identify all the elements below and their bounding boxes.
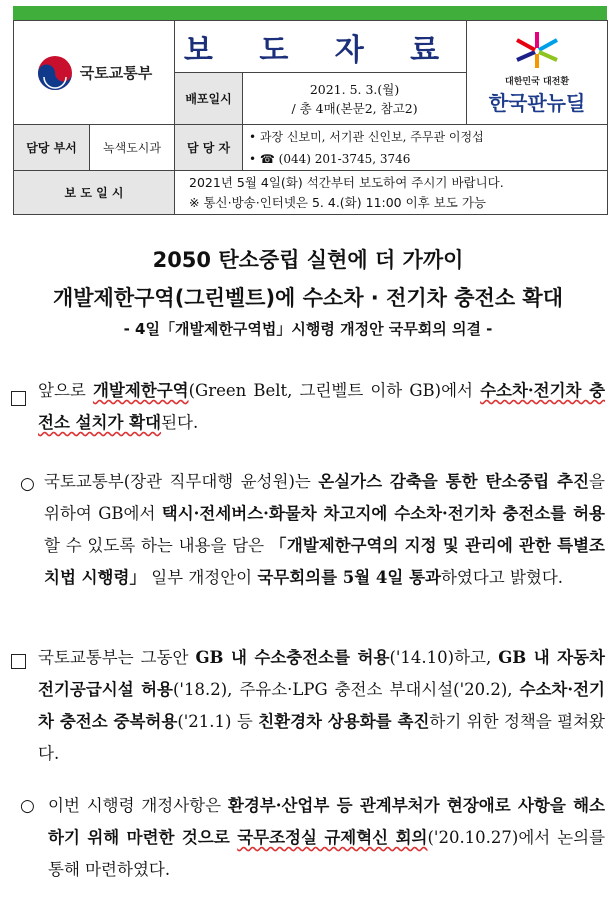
- p3-text-g: ('21.1) 등: [177, 712, 259, 731]
- p3-text-c: ('14.10)하고,: [389, 648, 499, 667]
- distribution-date: 2021. 5. 3.(월): [309, 81, 400, 97]
- new-deal-star-icon: [513, 30, 561, 70]
- press-release-title: 보 도 자 료: [175, 21, 467, 73]
- p2-text-d: 택시·전세버스·화물차 차고지에 수소차·전기차 충전소를 허용: [161, 504, 605, 523]
- p2-text-g: 일부 개정안이: [145, 568, 258, 587]
- p1-text-e: 된다.: [161, 413, 199, 432]
- p3-text-a: 국토교통부는 그동안: [38, 648, 196, 667]
- circle-bullet-icon: ○: [20, 796, 35, 816]
- p2-text-a: 국토교통부(장관 직무대행 윤성원)는: [44, 472, 319, 491]
- press-release-header-table: [13, 20, 608, 215]
- ministry-logo-text: 국토교통부: [79, 64, 153, 82]
- p1-text-a: 앞으로: [38, 381, 93, 400]
- p3-text-i: 하기 위한 정책을 펼쳐왔다.: [38, 712, 605, 763]
- top-green-bar: [13, 6, 607, 20]
- staff-label: 담 당 자: [175, 125, 243, 171]
- p3-text-e: ('18.2), 주유소·LPG 충전소 부대시설('20.2),: [172, 680, 520, 699]
- square-bullet-icon: [11, 391, 26, 410]
- release-label: 보 도 일 시: [14, 171, 175, 215]
- new-deal-subtitle: 대한민국 대전환: [505, 76, 570, 87]
- p1-text-b: 개발제한구역: [92, 381, 189, 400]
- p3-text-h: 친환경차 상용화를 촉진: [258, 712, 430, 731]
- headline-line-2: 개발제한구역(그린벨트)에 수소차 · 전기차 충전소 확대: [52, 286, 564, 310]
- korean-new-deal-logo: [467, 21, 608, 125]
- p4-text-d: ('20.10.27)에서 논의를 통해 마련하였다.: [48, 828, 606, 879]
- headline-line-1: 2050 탄소중립 실현에 더 가까이: [152, 248, 464, 272]
- p4-text-a: 이번 시행령 개정사항은: [48, 796, 228, 815]
- p4-text-c: 국무조정실 규제혁신 회의: [237, 828, 428, 847]
- p4-text-b: 환경부·산업부 등 관계부처가 현장애로 사항을 해소하기 위해 마련한 것으로: [48, 796, 606, 847]
- taegeuk-emblem-icon: [36, 54, 74, 92]
- staff-names: • 과장 신보미, 서기관 신인보, 주무관 이정섭: [249, 129, 484, 144]
- paragraph-3: [38, 642, 605, 770]
- release-line-2: ※ 통신·방송·인터넷은 5. 4.(화) 11:00 이후 보도 가능: [189, 194, 487, 210]
- release-info: [175, 171, 608, 215]
- p1-text-d: 수소차·전기차 충전소 설치가 확대: [38, 381, 606, 432]
- p3-text-f: 수소차·전기차 충전소 중복허용: [38, 680, 605, 731]
- new-deal-title: 한국판뉴딜: [488, 90, 586, 115]
- release-line-1: 2021년 5월 4일(화) 석간부터 보도하여 주시기 바랍니다.: [189, 174, 504, 190]
- p2-text-e: 할 수 있도록 하는 내용을 담은: [44, 536, 270, 555]
- ministry-logo: [14, 21, 175, 125]
- p1-text-c: (Green Belt, 그린벨트 이하 GB)에서: [188, 381, 481, 400]
- circle-bullet-icon: ○: [20, 474, 35, 494]
- dept-value: 녹색도시과: [90, 125, 175, 171]
- staff-phone: • ☎ (044) 201-3745, 3746: [249, 151, 411, 166]
- p2-text-h: 국무회의를 5월 4일 통과: [257, 568, 441, 587]
- distribution-info: [243, 73, 467, 125]
- dept-label: 담당 부서: [14, 125, 90, 171]
- p2-text-c: 을 위하여 GB에서: [44, 472, 605, 523]
- p2-text-b: 온실가스 감축을 통한 탄소중립 추진: [318, 472, 590, 491]
- staff-info: [243, 125, 608, 171]
- distribution-label: 배포일시: [175, 73, 243, 125]
- paragraph-4: [48, 790, 605, 886]
- square-bullet-icon: [11, 654, 26, 673]
- p2-text-f: 「개발제한구역의 지정 및 관리에 관한 특별조치법 시행령」: [44, 536, 605, 587]
- p2-text-i: 하였다고 밝혔다.: [440, 568, 564, 587]
- paragraph-1: [38, 375, 605, 439]
- p3-text-b: GB 내 수소충전소를 허용: [195, 648, 390, 667]
- page-count: / 총 4매(본문2, 참고2): [291, 100, 418, 116]
- paragraph-2: [44, 466, 605, 594]
- p3-text-d: GB 내 자동차 전기공급시설 허용: [38, 648, 605, 699]
- headline-subline: - 4일「개발제한구역법」시행령 개정안 국무회의 의결 -: [123, 320, 493, 338]
